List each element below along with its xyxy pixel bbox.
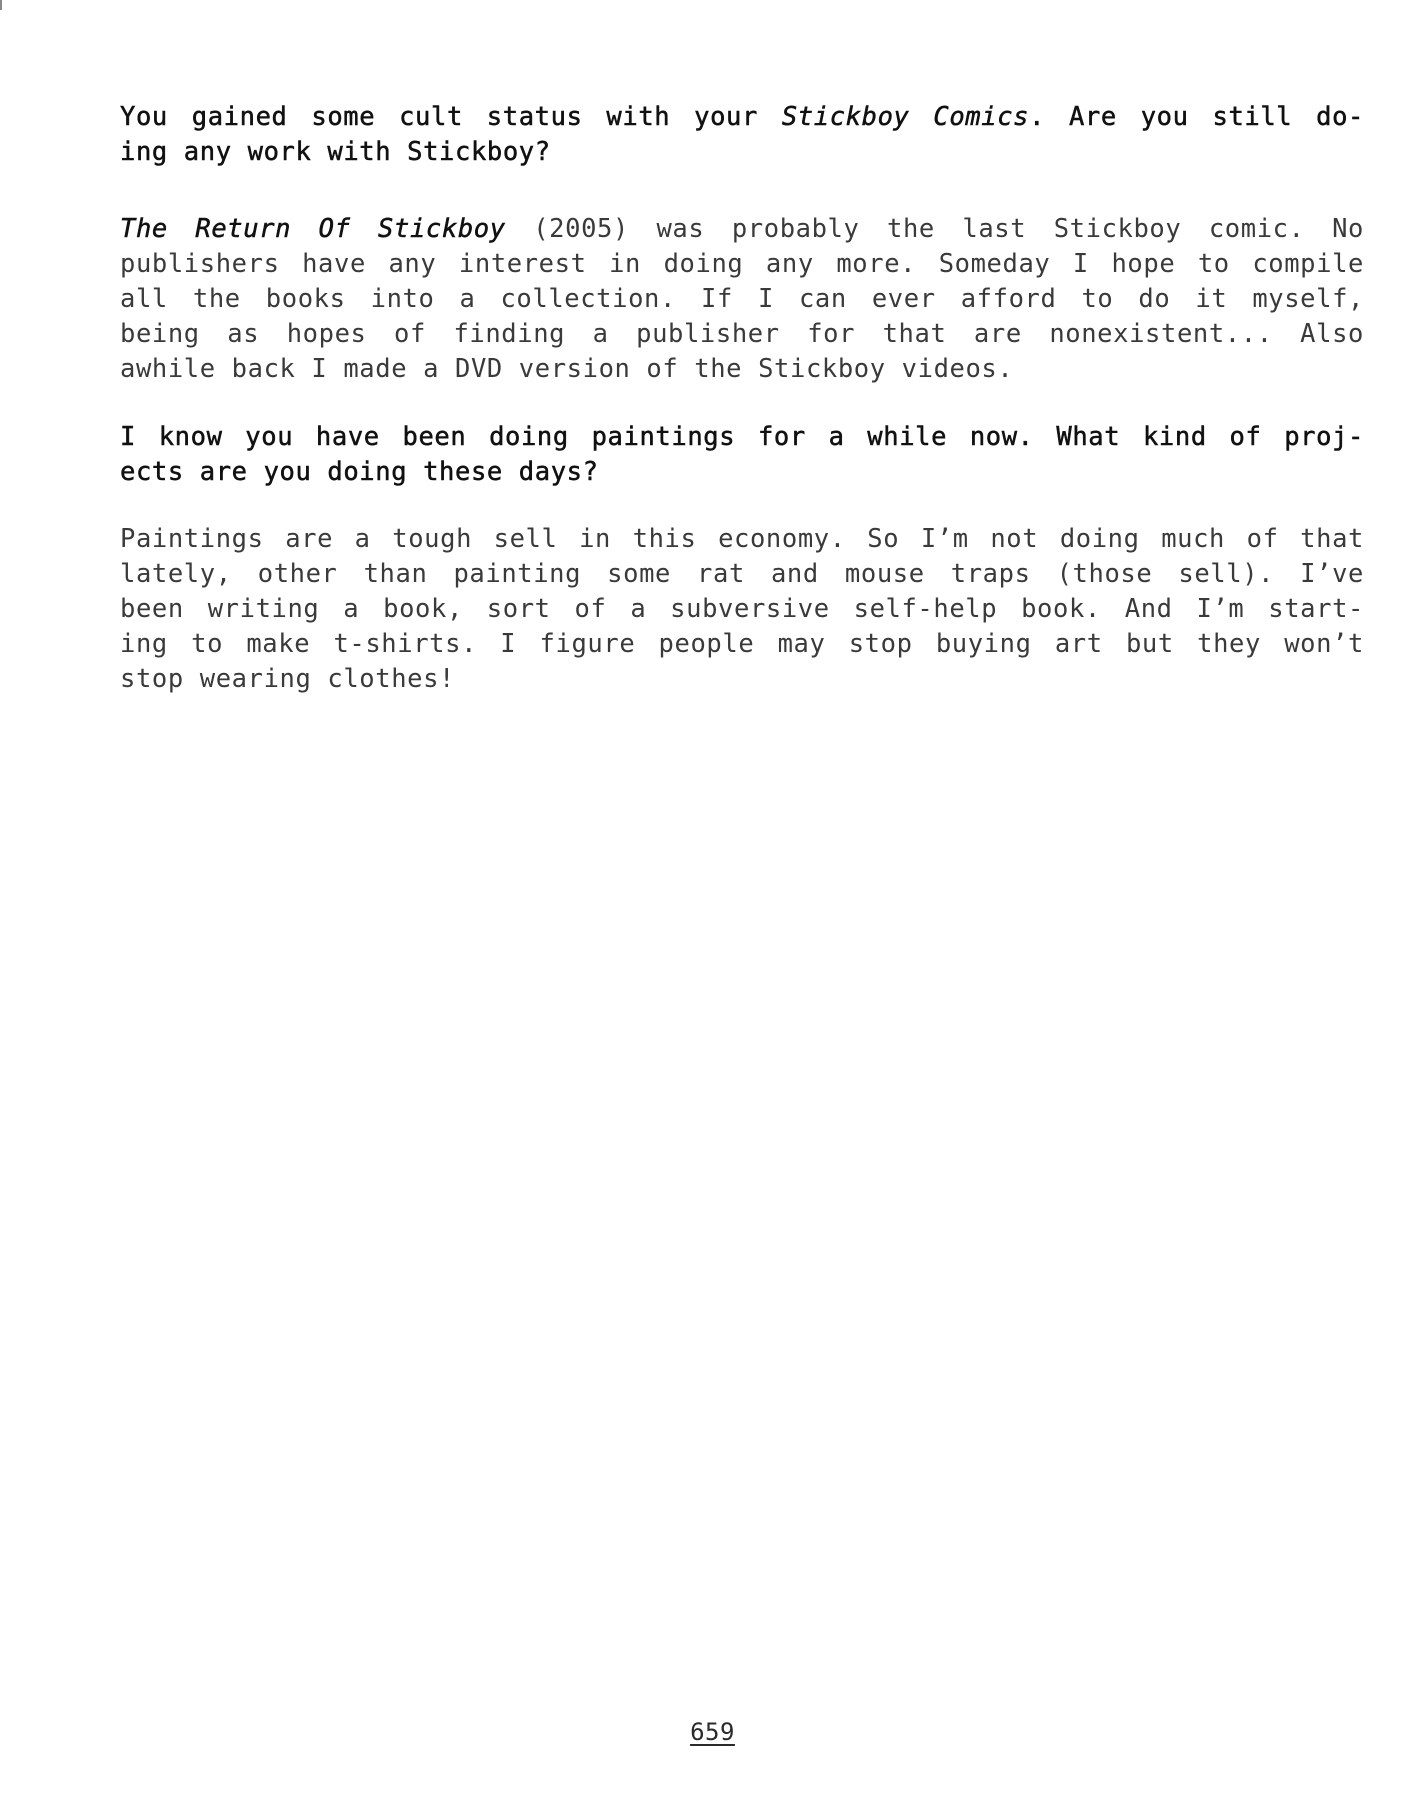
scan-edge-mark [0, 0, 2, 10]
comic-title: The Return Of Stickboy [120, 214, 506, 244]
answer-text: (2005) was probably the last Stickboy comic. No [505, 214, 1364, 244]
question-stickboy [120, 100, 1364, 170]
answer-paintings-line-2: lately, other than painting some rat and mouse traps (those sell). I’ve [120, 559, 1364, 589]
answer-paintings [120, 522, 1364, 697]
page-number: 659 [690, 1718, 735, 1746]
question-text: . Are you still do- [1029, 102, 1365, 132]
question-paintings [120, 420, 1364, 490]
answer-stickboy [120, 212, 1364, 387]
answer-paintings-line-3: been writing a book, sort of a subversive self-help book. And I’m start- [120, 594, 1364, 624]
question-paintings-line-2: ects are you doing these days? [120, 457, 599, 487]
comic-title: Stickboy Comics [781, 102, 1030, 132]
question-stickboy-line-1 [120, 100, 1364, 135]
answer-paintings-line-4: ing to make t-shirts. I figure people may stop buying art but they won’t [120, 629, 1364, 659]
answer-stickboy-line-5: awhile back I made a DVD version of the Stickboy videos. [120, 354, 1014, 384]
answer-stickboy-line-3: all the books into a collection. If I can ever afford to do it myself, [120, 284, 1364, 314]
answer-stickboy-line-4: being as hopes of finding a publisher for that are nonexistent... Also [120, 319, 1364, 349]
question-text: You gained some cult status with your [120, 102, 782, 132]
answer-paintings-line-5: stop wearing clothes! [120, 664, 455, 694]
question-stickboy-line-2: ing any work with Stickboy? [120, 137, 551, 167]
answer-paintings-line-1: Paintings are a tough sell in this economy. So I’m not doing much of that [120, 524, 1364, 554]
answer-stickboy-line-2: publishers have any interest in doing any more. Someday I hope to compile [120, 249, 1364, 279]
answer-stickboy-line-1 [120, 212, 1364, 247]
question-paintings-line-1: I know you have been doing paintings for a while now. What kind of proj- [120, 422, 1364, 452]
